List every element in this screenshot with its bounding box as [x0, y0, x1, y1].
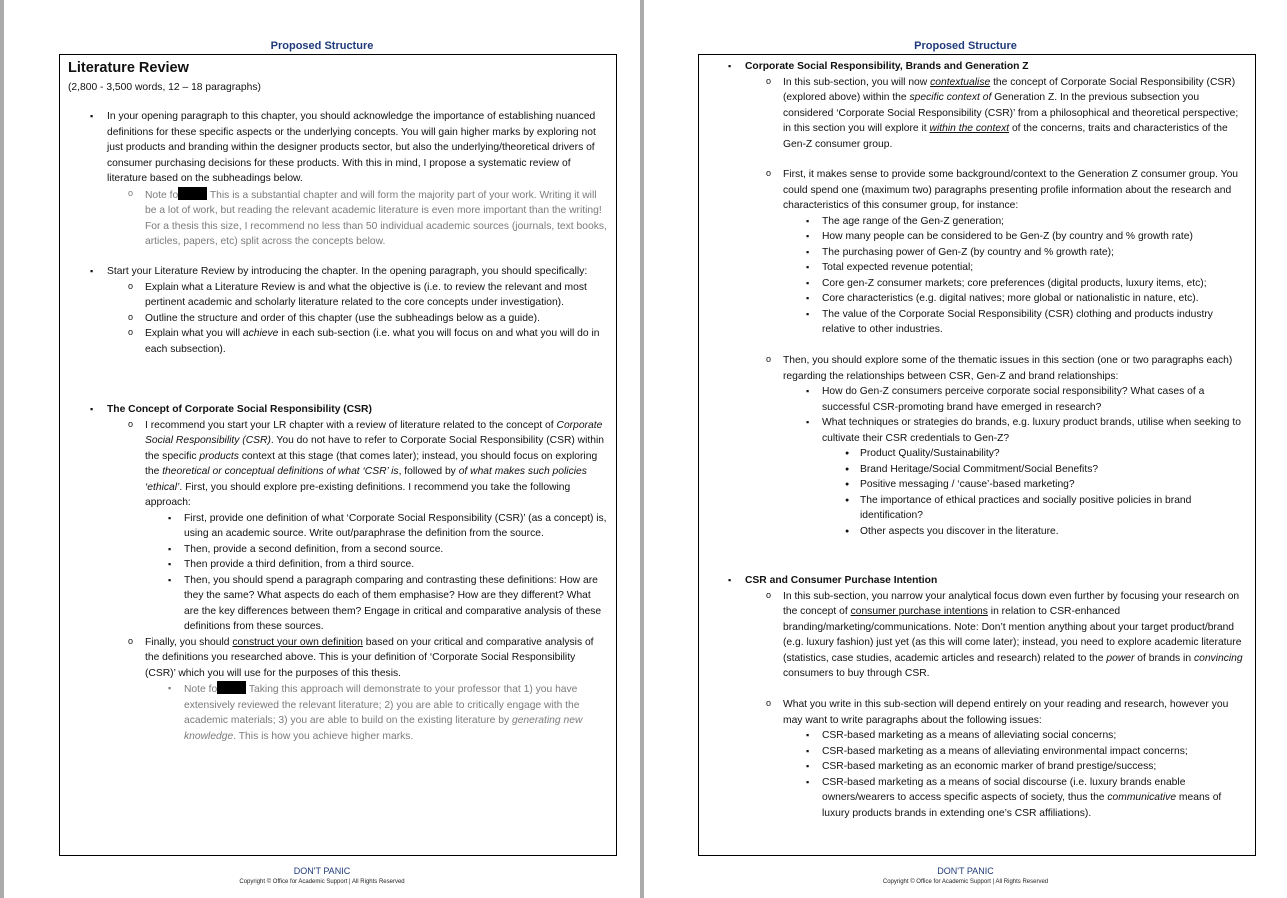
list-item: ▪ First, provide one definition of what ‘Corporate Social Responsibility (CSR)’ (as a concept) is, using an academic source. Write out/paraphrase the definition from the source.	[184, 511, 608, 542]
list-item: ▪ The value of the Corporate Social Responsibility (CSR) clothing and products industry relative to other industries.	[822, 307, 1245, 338]
document-page-right	[644, 0, 1287, 898]
content-frame	[698, 54, 1256, 856]
list-item: ▪ Total expected revenue potential;	[822, 260, 1245, 276]
list-item: ▪ Then, provide a second definition, from a second source.	[184, 542, 608, 558]
list-item: o Explain what a Literature Review is and what the objective is (i.e. to review the relevant and most pertinent academic and scholarly literature related to the core concepts under investigation).	[145, 280, 608, 311]
list-item: ▪ Core characteristics (e.g. digital natives; more global or nationalistic in nature, etc).	[822, 291, 1245, 307]
list-item: ▪ CSR-based marketing as an economic marker of brand prestige/success;	[822, 759, 1245, 775]
page-header: Proposed Structure	[270, 40, 374, 52]
list-item: ▪ The age range of the Gen-Z generation;	[822, 214, 1245, 230]
list-item: ▪ What techniques or strategies do brands, e.g. luxury product brands, utilise when seeking to cultivate their CSR credentials to Gen-Z?	[822, 415, 1245, 446]
list-item: ▪ Then provide a third definition, from a third source.	[184, 557, 608, 573]
list-item: o What you write in this sub-section will depend entirely on your reading and research, however you may want to write paragraphs about the following issues:	[783, 697, 1245, 728]
list-item: ▪ Then, you should spend a paragraph comparing and contrasting these definitions: How are they the same? What aspects do each of them emphasise? How are they different? What are the key differences between them? Engage in critical and comparative analysis of these definitions from these sources.	[184, 573, 608, 635]
list-item: ▪ CSR-based marketing as a means of alleviating environmental impact concerns;	[822, 744, 1245, 760]
content-frame	[59, 54, 617, 856]
list-item: o Finally, you should construct your own definition based on your critical and comparative analysis of the definitions you researched above. This is your definition of ‘Corporate Social Responsibility (CSR)’ which you will use for the purposes of this thesis.	[145, 635, 608, 682]
word-count-note: (2,800 - 3,500 words, 12 – 18 paragraphs)	[68, 82, 261, 93]
list-item: o Explain what you will achieve in each sub-section (i.e. what you will focus on and what you will do in each subsection).	[145, 326, 608, 357]
footer-brand: DON'T PANIC	[937, 866, 994, 876]
list-item: ▪ CSR-based marketing as a means of social discourse (i.e. luxury brands enable owners/wearers to access specific aspects of society, thus the communicative means of luxury products brands in extending one’s CSR affiliations).	[822, 775, 1245, 822]
redaction-block	[217, 681, 246, 694]
subsection-heading: ▪ Corporate Social Responsibility, Brands and Generation Z	[745, 59, 1245, 75]
subsection-heading: ▪ CSR and Consumer Purchase Intention	[745, 573, 1245, 589]
note-paragraph: o Note fo This is a substantial chapter and will form the majority part of your work. Writing it will be a lot of work, but reading the relevant academic literature is even more important than the writing! For a thesis this size, I recommend no less than 50 individual academic sources (journals, text books, articles, papers, etc) split across the concepts below.	[145, 187, 608, 250]
list-item: ● Other aspects you discover in the literature.	[860, 524, 1245, 540]
list-item: ● Product Quality/Sustainability?	[860, 446, 1245, 462]
list-item: o I recommend you start your LR chapter with a review of literature related to the concept of Corporate Social Responsibility (CSR). You do not have to refer to Corporate Social Responsibility (CSR) within the specific products context at this stage (that comes later); instead, you should focus on exploring the theoretical or conceptual definitions of what ‘CSR’ is, followed by of what makes such policies ‘ethical’. First, you should explore pre-existing definitions. I recommend you take the following approach:	[145, 418, 608, 511]
list-item: ▪ The purchasing power of Gen-Z (by country and % growth rate);	[822, 245, 1245, 261]
list-item: o First, it makes sense to provide some background/context to the Generation Z consumer group. You could spend one (maximum two) paragraphs presenting profile information about the research and characteristics of this consumer group, for instance:	[783, 167, 1245, 214]
subsection-heading: ▪ The Concept of Corporate Social Responsibility (CSR)	[107, 402, 607, 418]
list-item: o Outline the structure and order of this chapter (use the subheadings below as a guide).	[145, 311, 608, 327]
bullet-paragraph: ▪ In your opening paragraph to this chapter, you should acknowledge the importance of establishing nuanced definitions for these specific aspects or the underlying concepts. You will gain higher marks by exploring not just products and branding within the designer products sector, but also the underlying/theoretical drivers of consumer purchasing decisions for these products. With this in mind, I propose a systematic review of literature based on the subheadings below.	[107, 109, 607, 187]
list-item: ● The importance of ethical practices and socially positive policies in brand identification?	[860, 493, 1245, 524]
page-header: Proposed Structure	[914, 40, 1017, 52]
list-item: ● Positive messaging / ‘cause’-based marketing?	[860, 477, 1245, 493]
list-item: ▪ CSR-based marketing as a means of alleviating social concerns;	[822, 728, 1245, 744]
bullet-paragraph: ▪ Start your Literature Review by introducing the chapter. In the opening paragraph, you should specifically:	[107, 264, 607, 280]
document-page-left	[4, 0, 640, 898]
list-item: ▪ Core gen-Z consumer markets; core preferences (digital products, luxury items, etc);	[822, 276, 1245, 292]
list-item: ▪ How do Gen-Z consumers perceive corporate social responsibility? What cases of a successful CSR-promoting brand have emerged in research?	[822, 384, 1245, 415]
list-item: o In this sub-section, you narrow your analytical focus down even further by focusing your research on the concept of consumer purchase intentions in relation to CSR-enhanced branding/marketing/communications. Note: Don’t mention anything about your target product/brand (e.g. luxury fashion) just yet (as this will come later); instead, you need to explore academic literature (statistics, case studies, academic articles and research) related to the power of brands in convincing consumers to buy through CSR.	[783, 589, 1245, 682]
list-item: o Then, you should explore some of the thematic issues in this section (one or two paragraphs each) regarding the relationships between CSR, Gen-Z and brand relationships:	[783, 353, 1245, 384]
footer-brand: DON'T PANIC	[293, 866, 351, 876]
list-item: ● Brand Heritage/Social Commitment/Social Benefits?	[860, 462, 1245, 478]
footer-copyright: Copyright © Office for Academic Support | All Rights Reserved	[239, 879, 405, 885]
section-title: Literature Review	[68, 60, 189, 76]
footer-copyright: Copyright © Office for Academic Support | All Rights Reserved	[882, 879, 1049, 885]
list-item: ▪ How many people can be considered to be Gen-Z (by country and % growth rate)	[822, 229, 1245, 245]
note-paragraph: ▪ Note fo Taking this approach will demonstrate to your professor that 1) you have extensively reviewed the relevant literature; 2) you are able to critically engage with the academic materials; 3) you are able to build on the existing literature by generating new knowledge. This is how you achieve higher marks.	[184, 681, 608, 744]
redaction-block	[178, 187, 207, 200]
list-item: o In this sub-section, you will now contextualise the concept of Corporate Social Responsibility (CSR) (explored above) within the specific context of Generation Z. In the previous subsection you considered ‘Corporate Social Responsibility (CSR)’ from a philosophical and theoretical perspective; in this section you will explore it within the context of the concerns, traits and characteristics of the Gen-Z consumer group.	[783, 75, 1245, 153]
